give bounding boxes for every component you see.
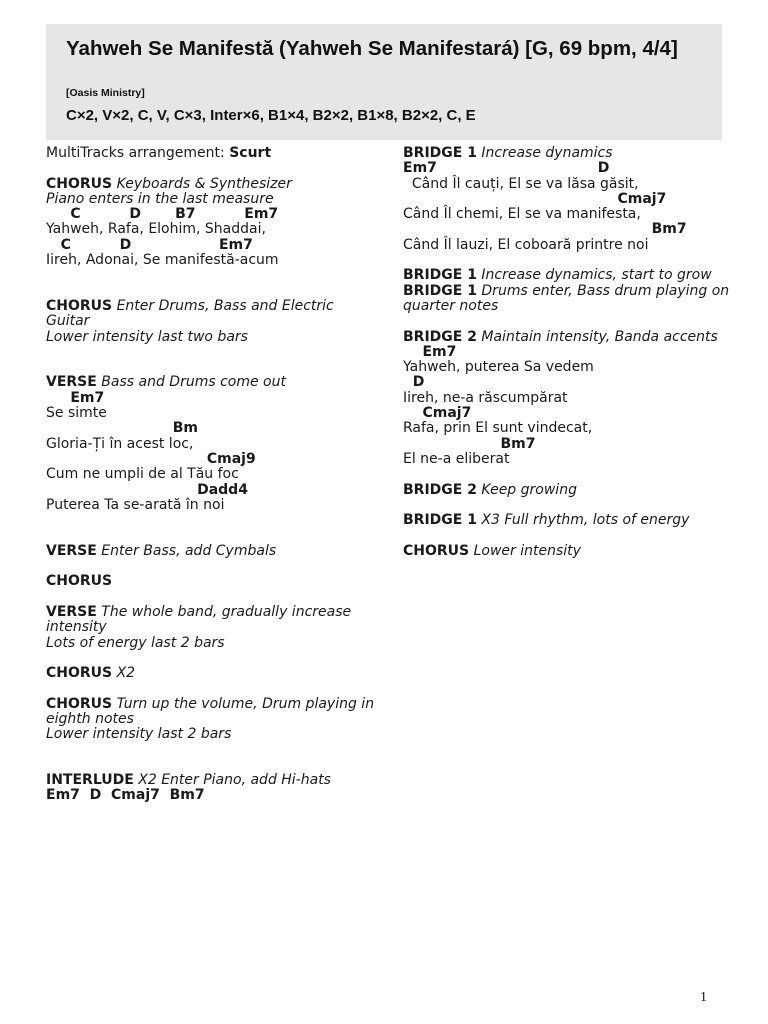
section-label: CHORUS [46, 175, 113, 192]
lyric-line: Yahweh, puterea Sa vedem [403, 359, 594, 376]
lyric-line: Iireh, ne-a răscumpărat [403, 389, 568, 406]
section-header [403, 544, 733, 559]
chord-line: Cmaj7 [403, 190, 667, 207]
chord-line: Em7 [46, 389, 105, 406]
section-label: BRIDGE 2 [403, 328, 477, 345]
lyric-line: Gloria-Ți în acest loc, [46, 435, 194, 452]
section-header [403, 146, 733, 161]
lyric-line: Puterea Ta se-arată în noi [46, 496, 225, 513]
chord-line: Bm7 [403, 435, 536, 452]
section-note: Lower intensity last 2 bars [46, 726, 232, 743]
section-label: CHORUS [46, 297, 113, 314]
page-number: 1 [700, 990, 707, 1005]
section-header [46, 299, 376, 330]
chord-line: D [403, 374, 425, 391]
section-label: BRIDGE 2 [403, 481, 477, 498]
section-note: Enter Bass, add Cymbals [96, 542, 277, 559]
section-header [46, 773, 376, 788]
right-column [403, 146, 733, 559]
section-label: VERSE [46, 603, 97, 620]
section-note: The whole band, gradually increase intensity [46, 603, 352, 636]
artist-name: [Oasis Ministry] [66, 87, 145, 99]
chord-line: Dadd4 [46, 481, 248, 498]
lyric-line: Când Îl cauți, El se va lăsa găsit, [403, 175, 639, 192]
section-header [46, 544, 376, 559]
section-note: Turn up the volume, Drum playing in eighth notes [46, 695, 375, 727]
section-note: Enter Drums, Bass and Electric Guitar [46, 297, 334, 330]
section-label: BRIDGE 1 [403, 145, 477, 161]
multitracks-line [46, 146, 376, 161]
section-label: CHORUS [46, 665, 113, 682]
section-header [403, 513, 733, 528]
lyric-line: Iireh, Adonai, Se manifestă-acum [46, 252, 279, 269]
section-note: Keyboards & Synthesizer [112, 175, 292, 192]
section-header [403, 284, 733, 315]
section-label: VERSE [46, 374, 97, 391]
section-note: Lower intensity [469, 542, 581, 559]
chord-line: Em7 D [403, 160, 610, 177]
section-label: CHORUS [46, 573, 113, 590]
section-label: BRIDGE 1 [403, 512, 477, 529]
lyric-line: Când Îl chemi, El se va manifesta, [403, 206, 641, 223]
chord-line: Bm7 [403, 221, 687, 238]
section-header [46, 375, 376, 390]
arrangement-summary: C×2, V×2, C, V, C×3, Inter×6, B1×4, B2×2, B1×8, B2×2, C, E [66, 107, 476, 124]
section-label: INTERLUDE [46, 772, 134, 789]
left-column [46, 146, 376, 804]
lyric-line: Când Îl lauzi, El coboară printre noi [403, 236, 649, 253]
section-note: Lower intensity last two bars [46, 328, 248, 345]
lyric-line: Se simte [46, 405, 107, 422]
lyric-line: El ne-a eliberat [403, 450, 510, 467]
chord-line: C D Em7 [46, 236, 253, 253]
section-note: Keep growing [476, 481, 577, 498]
chord-line: C D B7 Em7 [46, 206, 279, 223]
section-note: Bass and Drums come out [96, 374, 286, 391]
chord-line: Em7 [403, 343, 457, 360]
chord-line: Em7 D Cmaj7 Bm7 [46, 787, 205, 804]
section-label: BRIDGE 1 [403, 282, 477, 299]
section-note: Drums enter, Bass drum playing on quarter notes [403, 282, 730, 314]
section-header [403, 268, 733, 283]
section-header [46, 697, 376, 728]
section-header [46, 177, 376, 192]
song-title: Yahweh Se Manifestă (Yahweh Se Manifestará) [G, 69 bpm, 4/4] [66, 37, 678, 60]
chord-line: Cmaj9 [46, 450, 256, 467]
section-label: CHORUS [46, 695, 113, 712]
multitracks-value: Scurt [229, 145, 272, 161]
chord-line: Bm [46, 420, 198, 437]
section-note: X2 [112, 665, 136, 682]
section-note: Maintain intensity, Banda accents [476, 328, 718, 345]
multitracks-label: MultiTracks arrangement: [46, 145, 230, 161]
section-label: BRIDGE 1 [403, 267, 477, 284]
song-header [46, 24, 722, 140]
section-label: VERSE [46, 542, 97, 559]
section-note: Piano enters in the last measure [46, 190, 274, 207]
section-note: Lots of energy last 2 bars [46, 634, 225, 651]
lyric-line: Cum ne umpli de al Tău foc [46, 466, 239, 483]
section-label: CHORUS [403, 542, 470, 559]
section-note: Increase dynamics [476, 145, 613, 161]
section-header [46, 666, 376, 681]
chord-line: Cmaj7 [403, 405, 472, 422]
section-note: Increase dynamics, start to grow [476, 267, 712, 284]
lyric-line: Rafa, prin El sunt vindecat, [403, 420, 593, 437]
section-header [46, 605, 376, 636]
section-note: X3 Full rhythm, lots of energy [476, 512, 690, 529]
lyric-line: Yahweh, Rafa, Elohim, Shaddai, [46, 221, 266, 238]
section-header [403, 483, 733, 498]
section-note: X2 Enter Piano, add Hi-hats [133, 772, 331, 789]
section-header [403, 330, 733, 345]
